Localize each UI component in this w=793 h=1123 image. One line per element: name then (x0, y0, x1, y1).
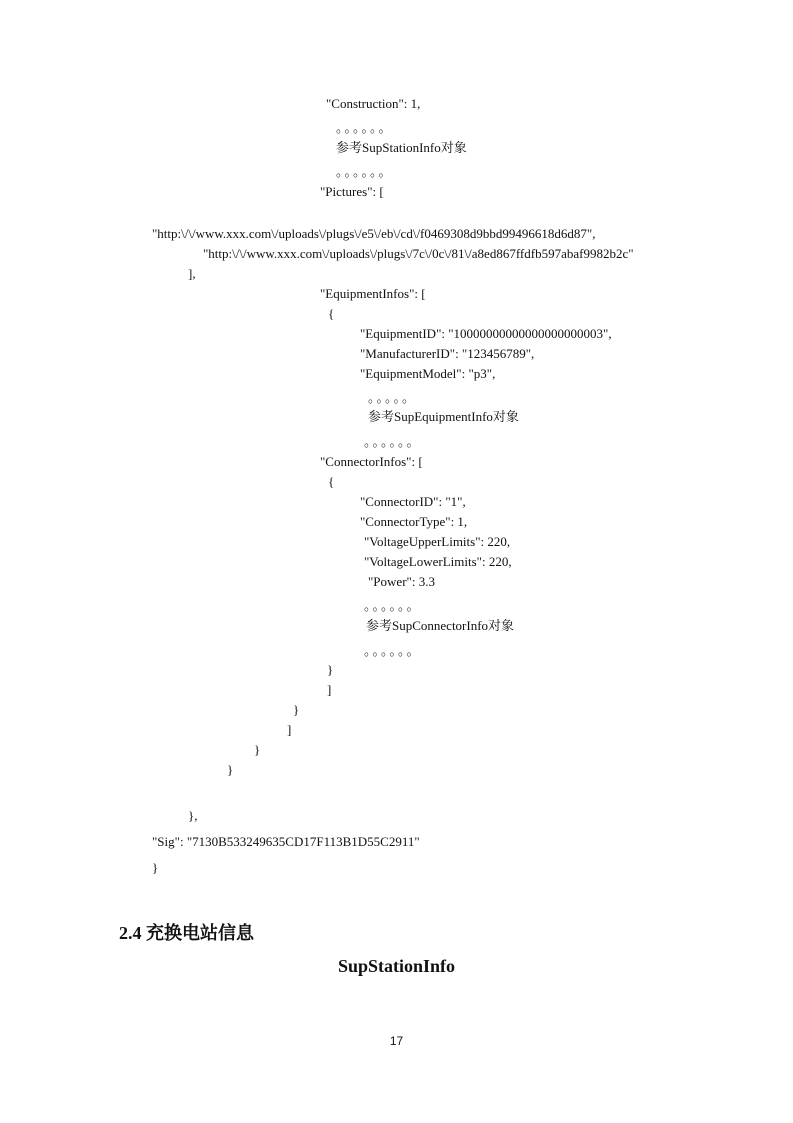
code-line-voltage-lower: "VoltageLowerLimits": 220, (364, 554, 512, 569)
code-line-ellipsis: 。。。。。。 (364, 598, 422, 613)
code-line-pictures: "Pictures": [ (320, 184, 384, 199)
code-line-close-bracket: ] (287, 722, 292, 737)
code-line-ellipsis: 。。。。。。 (336, 164, 394, 179)
code-line-picture-url-1: "http:\/\/www.xxx.com\/uploads\/plugs\/e5\/eb\/cd\/f0469308d9bbd99496618d6d87", (152, 226, 596, 241)
code-line-power: "Power": 3.3 (368, 574, 435, 589)
code-line-close-brace: } (327, 662, 334, 677)
code-line-open-brace: { (328, 306, 335, 321)
code-line-ellipsis: 。。。。。。 (364, 434, 422, 449)
code-line-ellipsis: 。。。。。 (368, 390, 418, 405)
code-line-construction: "Construction": 1, (326, 96, 421, 111)
code-line-manufacturer-id: "ManufacturerID": "123456789", (360, 346, 535, 361)
code-line-reference-connector: 参考SupConnectorInfo对象 (366, 618, 515, 633)
code-line-equipment-model: "EquipmentModel": "p3", (360, 366, 496, 381)
code-line-reference-equipment: 参考SupEquipmentInfo对象 (368, 409, 519, 424)
code-line-close-brace: } (227, 762, 234, 777)
code-line-connector-type: "ConnectorType": 1, (360, 514, 468, 529)
page-number: 17 (389, 1034, 404, 1048)
code-line-close-brace: } (152, 860, 159, 875)
code-line-equipment-id: "EquipmentID": "10000000000000000000003", (360, 326, 612, 341)
code-line-close-bracket: ] (327, 682, 332, 697)
code-line-voltage-upper: "VoltageUpperLimits": 220, (364, 534, 511, 549)
code-line-connector-infos: "ConnectorInfos": [ (320, 454, 423, 469)
code-line-sig: "Sig": "7130B533249635CD17F113B1D55C2911" (152, 834, 420, 849)
code-line-reference-station: 参考SupStationInfo对象 (336, 140, 467, 155)
code-line-connector-id: "ConnectorID": "1", (360, 494, 466, 509)
code-line-close-bracket: ], (188, 266, 196, 281)
code-line-ellipsis: 。。。。。。 (364, 643, 422, 658)
code-line-open-brace: { (328, 474, 335, 489)
section-heading: 2.4 充换电站信息 (119, 923, 254, 943)
table-title: SupStationInfo (337, 956, 456, 976)
code-line-ellipsis: 。。。。。。 (336, 120, 394, 135)
code-line-close-brace: } (254, 742, 261, 757)
code-line-close-brace-comma: }, (188, 808, 198, 823)
code-line-picture-url-2: "http:\/\/www.xxx.com\/uploads\/plugs\/7c\/0c\/81\/a8ed867ffdfb597abaf9982b2c" (203, 246, 634, 261)
code-line-close-brace: } (293, 702, 300, 717)
code-line-equipment-infos: "EquipmentInfos": [ (320, 286, 426, 301)
